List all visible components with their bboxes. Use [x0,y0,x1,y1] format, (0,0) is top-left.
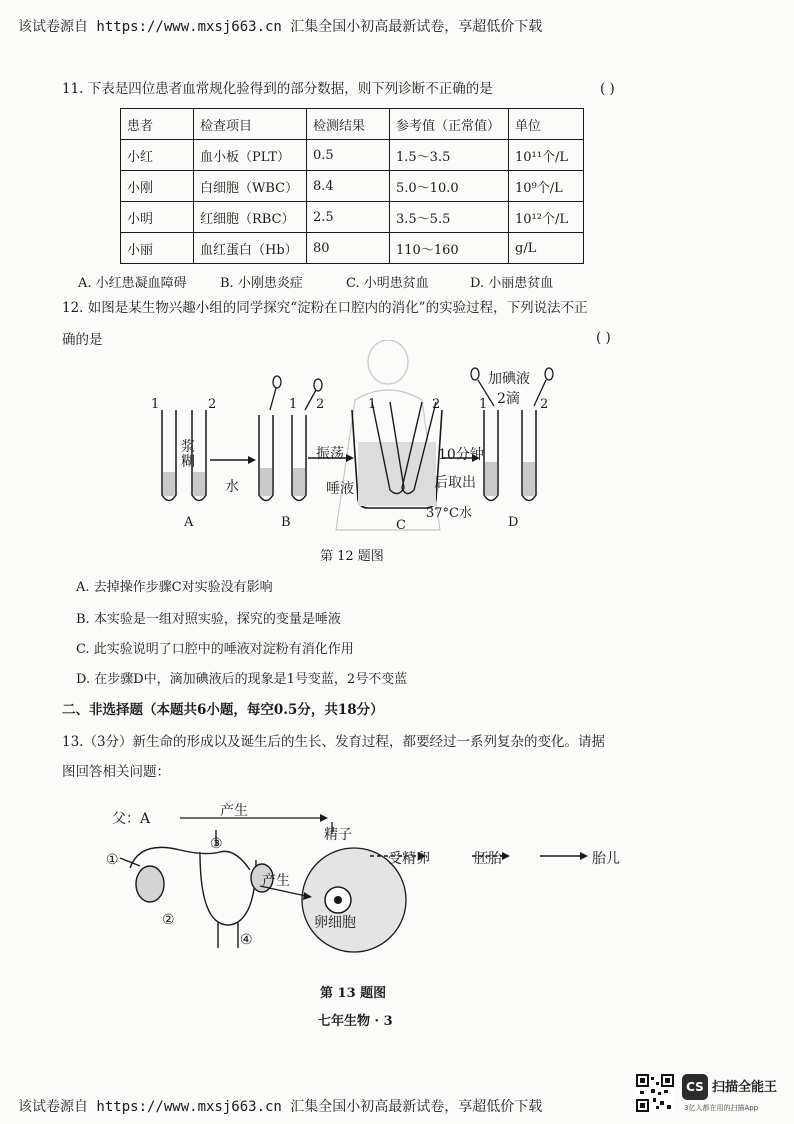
q12-option-a: A. 去掉操作步骤C对实验没有影响 [76,580,273,595]
q13-figure-caption: 第 13 题图 [320,986,387,1001]
take-out-label: 后取出 [434,475,476,491]
q11-option-c: C. 小明患贫血 [346,276,429,291]
female-reproductive-system-icon [120,830,273,948]
marker-3: ③ [210,836,223,852]
arrow-head-icon [580,852,588,860]
q13-line2: 图回答相关问题： [62,764,170,780]
q11-option-b: B. 小刚患炎症 [220,276,303,291]
table-row [121,233,584,264]
table-cell: 10¹¹个/L [509,140,584,171]
table-cell: 红细胞（RBC） [194,202,307,233]
page-number: 七年生物 · 3 [318,1014,393,1029]
table-cell: 0.5 [307,140,390,171]
tube-label-1: 1 [479,397,488,412]
tube-label-2: 2 [316,397,325,412]
shake-label: 振荡 [316,446,344,462]
arrow-head-icon [346,454,354,462]
step-c-label: C [396,518,406,533]
blood-test-table [120,108,584,264]
qr-code-icon [636,1074,674,1112]
table-header: 检查项目 [194,109,307,140]
q13-figure [100,800,620,960]
egg-label: 卵细胞 [314,915,356,931]
table-cell: 2.5 [307,202,390,233]
table-cell: 5.0～10.0 [390,171,509,202]
scanner-app-title: 扫描全能王 [712,1080,778,1095]
tube-label-1: 1 [368,397,377,412]
produce-label-1: 产生 [220,803,248,819]
saliva-label: 唾液 [326,481,354,497]
table-cell: 110～160 [390,233,509,264]
table-cell: 10¹²个/L [509,202,584,233]
table-cell: 小丽 [121,233,194,264]
table-cell: 8.4 [307,171,390,202]
q12-figure-caption: 第 12 题图 [320,549,384,564]
sperm-label: 精子 [324,827,352,843]
camscanner-logo-icon: CS [682,1074,708,1100]
source-banner-bottom: 该试卷源自 https://www.mxsj663.cn 汇集全国小初高最新试卷，享超低价下载 [18,1099,543,1115]
tube-label-2: 2 [432,397,441,412]
step-b-label: B [281,515,291,530]
water-37c-label: 37°C水 [426,506,472,521]
table-header: 检测结果 [307,109,390,140]
table-cell: 3.5～5.5 [390,202,509,233]
table-row [121,202,584,233]
q12-answer-paren: ( ) [596,330,611,346]
marker-2: ② [162,912,175,928]
q12-stem-line1: 12. 如图是某生物兴趣小组的同学探究“淀粉在口腔内的消化”的实验过程，下列说法不正 [62,300,588,316]
tube-paste-fill [163,472,175,496]
table-header: 参考值（正常值） [390,109,509,140]
q11-option-a: A. 小红患凝血障碍 [78,276,187,291]
table-header-row [121,109,584,140]
table-row [121,171,584,202]
scanner-app-subtitle: 3亿人都在用的扫描App [684,1104,759,1112]
fetus-label: 胎儿 [592,851,620,867]
egg-nucleus-icon [334,896,342,904]
paste-label: 浆糊 [181,439,195,470]
tube-label-2: 2 [208,397,217,412]
ten-minutes-label: 10分钟 [438,447,484,463]
table-cell: 1.5～3.5 [390,140,509,171]
marker-1: ① [106,852,119,868]
q11-stem: 11. 下表是四位患者血常规化验得到的部分数据，则下列诊断不正确的是 [62,81,493,97]
arrow-head-icon [502,852,510,860]
table-row [121,140,584,171]
embryo-label: 胚胎 [474,851,502,867]
tube-paste-fill [293,468,305,496]
produce-label-2: 产生 [262,873,290,889]
water-label: 水 [225,479,239,495]
step-d-label: D [508,515,519,530]
tube-paste-fill [260,468,272,496]
table-cell: 小明 [121,202,194,233]
table-cell: 80 [307,233,390,264]
marker-4: ④ [240,932,253,948]
tube-paste-fill [193,472,205,496]
table-cell: 血红蛋白（Hb） [194,233,307,264]
table-cell: 白细胞（WBC） [194,171,307,202]
table-cell: 血小板（PLT） [194,140,307,171]
tube-label-1: 1 [151,397,160,412]
fertilized-egg-label: 受精卵 [388,851,430,867]
tube-paste-fill [485,462,497,496]
q12-option-b: B. 本实验是一组对照实验，探究的变量是唾液 [76,612,341,627]
q11-answer-paren: ( ) [600,81,615,97]
father-label: 父：A [112,811,151,827]
table-cell: 小红 [121,140,194,171]
iodine-label: 加碘液 [488,371,530,387]
table-cell: g/L [509,233,584,264]
tube-label-2: 2 [540,397,549,412]
table-cell: 小刚 [121,171,194,202]
q12-stem-line2: 确的是 [62,332,103,348]
table-header: 患者 [121,109,194,140]
q12-option-d: D. 在步骤D中，滴加碘液后的现象是1号变蓝，2号不变蓝 [76,672,408,687]
tube-paste-fill [523,462,535,496]
table-header: 单位 [509,109,584,140]
arrow-head-icon [248,456,256,464]
section-2-title: 二、非选择题（本题共6小题，每空0.5分，共18分） [62,702,384,718]
arrow-head-icon [320,814,328,822]
q11-option-d: D. 小丽患贫血 [470,276,554,291]
table-cell: 10⁹个/L [509,171,584,202]
step-a-label: A [184,515,194,530]
drops-label: 2滴 [497,391,520,407]
q12-option-c: C. 此实验说明了口腔中的唾液对淀粉有消化作用 [76,642,354,657]
tube-label-1: 1 [289,397,298,412]
source-banner-top: 该试卷源自 https://www.mxsj663.cn 汇集全国小初高最新试卷，享超低价下载 [18,19,543,35]
q13-line1: 13.（3分）新生命的形成以及诞生后的生长、发育过程，都要经过一系列复杂的变化。请据 [62,734,606,750]
